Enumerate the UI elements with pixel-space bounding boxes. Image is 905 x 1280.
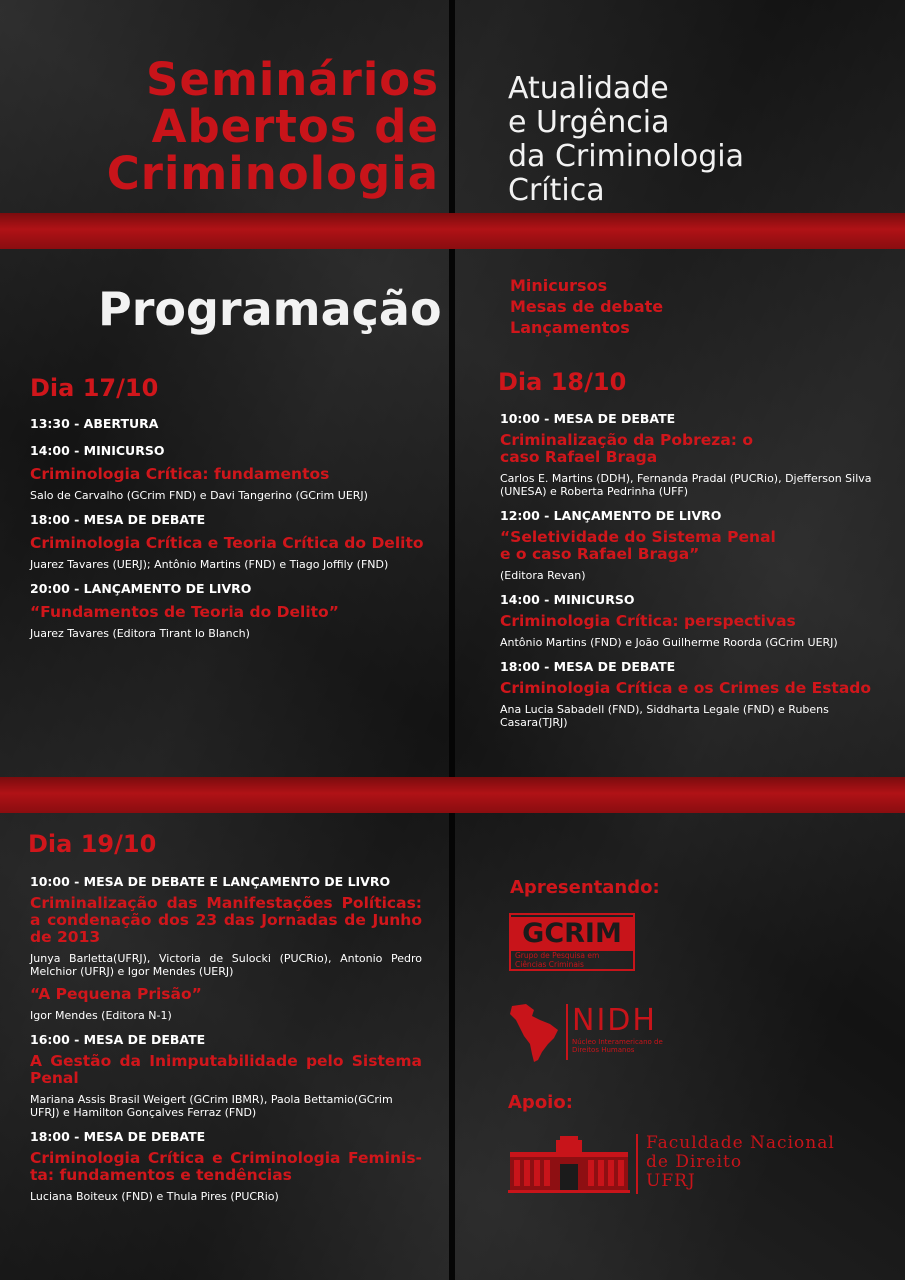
event-time: 18:00 - MESA DE DEBATE [30,512,206,527]
schedule-event [500,659,895,729]
theme-title-line: Crítica [508,173,605,208]
schedule-event [30,416,435,431]
event-people: Junya Barletta(UFRJ), Victoria de Sulocki (PUCRio), Antonio Pedro Melchior (UFRJ) e Igor Mendes (UERJ) [30,952,422,978]
gcrim-subtitle: Grupo de Pesquisa em Ciências Criminais [515,951,600,969]
red-stripe-top [0,213,905,249]
day1-schedule [30,416,435,640]
day2-title: Dia 18/10 [498,368,627,396]
event-people: Antônio Martins (FND) e João Guilherme Roorda (GCrim UERJ) [500,636,838,649]
seminar-title-line: Abertos de [151,100,439,153]
event-time: 10:00 - MESA DE DEBATE [500,411,676,426]
presenting-label: Apresentando: [510,877,660,898]
schedule-event [500,411,895,498]
gcrim-name: GCRIM [511,917,633,951]
schedule-event [30,1032,422,1119]
schedule-event [30,443,435,502]
schedule-event [500,508,895,582]
schedule-event [30,874,422,978]
day3-title: Dia 19/10 [28,830,157,858]
nidh-divider [566,1004,568,1060]
event-people: Ana Lucia Sabadell (FND), Siddharta Legale (FND) e Rubens Casara(TJRJ) [500,703,829,729]
event-people: (Editora Revan) [500,569,586,582]
nidh-subtitle: Núcleo Interamericano de Direitos Humanos [572,1038,663,1054]
faculty-building-icon [508,1134,630,1194]
event-title: “A Pequena Prisão” [30,985,202,1003]
nidh-logo [508,1002,678,1064]
fnd-name-line: Faculdade Nacional [646,1133,835,1153]
event-time: 14:00 - MINICURSO [500,592,635,607]
event-time: 16:00 - MESA DE DEBATE [30,1032,206,1047]
schedule-event [500,592,895,649]
schedule-event [30,581,435,640]
seminar-title [19,53,439,200]
event-title: “Fundamentos de Teoria do Delito” [30,603,339,621]
day2-schedule [500,411,895,729]
seminar-title-line: Seminários [146,53,439,106]
event-time: 13:30 - ABERTURA [30,416,159,431]
event-time: 10:00 - MESA DE DEBATE E LANÇAMENTO DE LIVRO [30,874,391,889]
event-people: Salo de Carvalho (GCrim FND) e Davi Tangerino (GCrim UERJ) [30,489,368,502]
day3-schedule [30,874,422,1203]
event-people: Carlos E. Martins (DDH), Fernanda Pradal (PUCRio), Djefferson Silva (UNESA) e Roberta Pedrinha (UFF) [500,472,872,498]
theme-title-line: da Criminologia [508,139,744,174]
format-item: Minicursos [510,276,608,295]
event-people: Igor Mendes (Editora N-1) [30,1009,172,1022]
fnd-logo [508,1132,898,1196]
format-item: Lançamentos [510,318,630,337]
event-time: 14:00 - MINICURSO [30,443,165,458]
fnd-divider [636,1134,638,1194]
support-label: Apoio: [508,1092,573,1113]
fnd-name [646,1134,835,1191]
event-title: Criminalização das Manifestações Políticas: a condenação dos 23 das Jornadas de Junho de 2013 [30,894,422,946]
center-divider [449,0,455,1280]
seminar-title-line: Criminologia [106,147,439,200]
day1-title: Dia 17/10 [30,374,159,402]
event-title: A Gestão da Inimputabilidade pelo Sistema Penal [30,1052,422,1087]
latin-america-map-icon [508,1002,568,1064]
event-title: “Seletividade do Sistema Penal e o caso Rafael Braga” [500,528,776,563]
schedule-event [30,1129,422,1203]
event-title: Criminologia Crítica: fundamentos [30,465,330,483]
schedule-event [30,512,435,571]
formats-list [510,275,663,338]
theme-title-line: Atualidade [508,71,669,106]
event-people: Mariana Assis Brasil Weigert (GCrim IBMR), Paola Bettamio(GCrim UFRJ) e Hamilton Gonçalves Ferraz (FND) [30,1093,393,1119]
event-title: Criminologia Crítica e Criminologia Feminis-ta: fundamentos e tendências [30,1149,422,1184]
fnd-name-line: UFRJ [646,1171,696,1191]
gcrim-logo [509,913,635,971]
event-time: 12:00 - LANÇAMENTO DE LIVRO [500,508,722,523]
format-item: Mesas de debate [510,297,664,316]
nidh-name: NIDH [572,1003,657,1038]
event-title: Criminalização da Pobreza: o caso Rafael Braga [500,431,754,466]
theme-title [508,72,898,208]
event-people: Luciana Boiteux (FND) e Thula Pires (PUCRio) [30,1190,279,1203]
event-time: 20:00 - LANÇAMENTO DE LIVRO [30,581,252,596]
programacao-heading: Programação [98,282,442,336]
red-stripe-middle [0,777,905,813]
event-people: Juarez Tavares (Editora Tirant lo Blanch) [30,627,250,640]
event-people: Juarez Tavares (UERJ); Antônio Martins (FND) e Tiago Joffily (FND) [30,558,389,571]
event-time: 18:00 - MESA DE DEBATE [30,1129,206,1144]
schedule-event [30,986,422,1022]
theme-title-line: e Urgência [508,105,670,140]
event-title: Criminologia Crítica: perspectivas [500,612,796,630]
event-title: Criminologia Crítica e Teoria Crítica do Delito [30,534,424,552]
event-title: Criminologia Crítica e os Crimes de Estado [500,679,872,697]
event-time: 18:00 - MESA DE DEBATE [500,659,676,674]
fnd-name-line: de Direito [646,1152,743,1172]
